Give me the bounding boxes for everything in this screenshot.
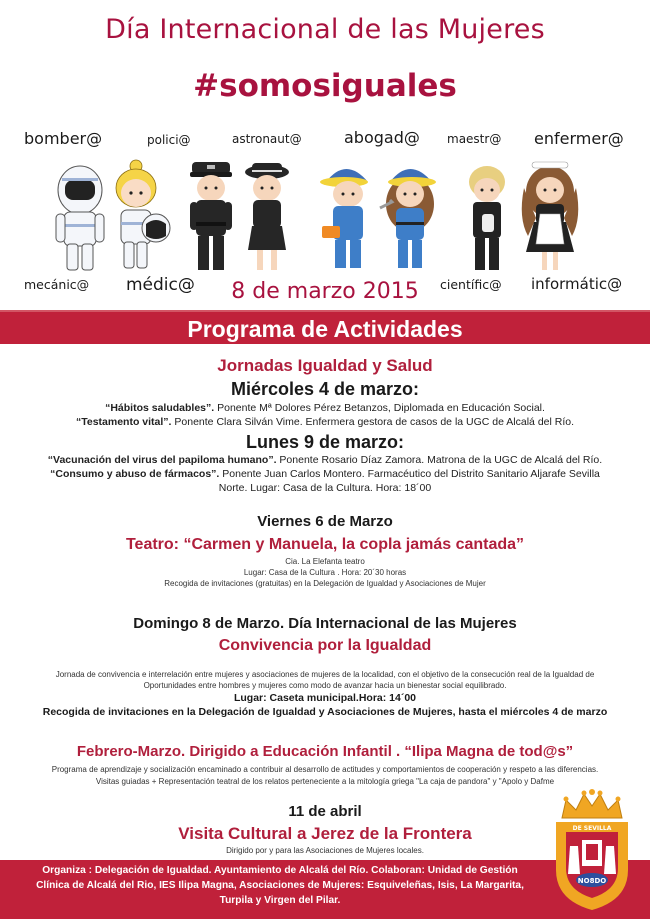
place-line: Lugar: Caseta municipal.Hora: 14´00 <box>233 692 417 704</box>
maid-figure-icon <box>518 158 582 272</box>
footer-credits <box>20 863 540 908</box>
detail-line: Jornada de convivencia e interrelación entre mujeres y asociaciones de mujeres de la localidad, con el objetivo de la consecución real de la Igualdad de <box>55 670 595 679</box>
section-title: Convivencia por la Igualdad <box>218 637 432 654</box>
section-day: Miércoles 4 de marzo: <box>230 379 420 399</box>
activity-item <box>0 453 650 467</box>
detail-line: Visitas guiadas + Representación teatral de los relatos perteneciente a la mitología griega "La caja de pandora" y "Apolo y Dafme <box>95 777 555 786</box>
section-title: Febrero-Marzo. Dirigido a Educación Infantil . “Ilipa Magna de tod@s” <box>76 743 574 760</box>
detail-line: Oportunidades entre hombres y mujeres como modo de avanzar hacia un bienestar social equilibrado. <box>143 681 507 690</box>
profession-label: enfermer@ <box>534 129 624 148</box>
detail-line: Lugar: Casa de la Cultura . Hora: 20´30 horas <box>243 568 407 577</box>
activity-detail: Ponente Juan Carlos Montero. Farmacéutico del Distrito Sanitario Aljarafe Sevilla <box>219 468 600 480</box>
detail-line: Dirigido por y para las Asociaciones de Mujeres locales. <box>226 846 424 855</box>
activity-detail: Ponente Clara Silván Vime. Enfermera gestora de casos de la UGC de Alcalá del Río. <box>171 416 575 428</box>
detail-line: Programa de aprendizaje y socialización encaminado a contribuir al desarrollo de actitudes y comportamientos de cooperación y respeto a las diferencias. <box>51 765 599 774</box>
activity-detail: Ponente Mª Dolores Pérez Betanzos, Diplomada en Educación Social. <box>214 402 545 414</box>
section-day: Domingo 8 de Marzo. Día Internacional de las Mujeres <box>133 615 517 632</box>
profession-label: mecánic@ <box>24 277 90 292</box>
profession-label: astronaut@ <box>232 132 302 146</box>
profession-label: bomber@ <box>24 129 103 148</box>
astronaut-figure-icon <box>52 160 108 272</box>
activity-item <box>0 401 650 415</box>
profession-label: científic@ <box>440 277 502 292</box>
event-date: 8 de marzo 2015 <box>231 279 419 304</box>
activity-title: “Testamento vital”. <box>75 416 172 428</box>
coat-of-arms-icon <box>552 788 632 913</box>
profession-label: maestr@ <box>447 132 502 146</box>
section-title: Visita Cultural a Jerez de la Frontera <box>178 824 472 843</box>
mechanic-girl-figure-icon <box>378 160 440 272</box>
activity-detail: Ponente Rosario Díaz Zamora. Matrona de la UGC de Alcalá del Río. <box>276 454 603 466</box>
program-banner: Programa de Actividades <box>0 310 650 344</box>
police-woman-figure-icon <box>242 160 292 272</box>
hashtag: #somosiguales <box>193 68 457 104</box>
profession-label: abogad@ <box>344 128 420 147</box>
activity-title: “Vacunación del virus del papiloma humano”. <box>47 454 277 466</box>
profession-label: polici@ <box>147 133 191 147</box>
svg-text:DE SEVILLA: DE SEVILLA <box>572 825 612 832</box>
police-man-figure-icon <box>186 160 236 272</box>
mechanic-boy-figure-icon <box>320 160 376 272</box>
footer-line: Organiza : Delegación de Igualdad. Ayuntamiento de Alcalá del Río. Colaboran: Unidad de Gestión <box>42 865 518 876</box>
detail-line: Cia. La Elefanta teatro <box>285 557 365 566</box>
section-title: Teatro: “Carmen y Manuela, la copla jamás cantada” <box>125 536 525 553</box>
poster-title: Día Internacional de las Mujeres <box>105 14 545 45</box>
activity-item <box>0 415 650 429</box>
svg-text:NO8DO: NO8DO <box>577 877 607 885</box>
footer-line: Clínica de Alcalá del Rio, IES Ilipa Magna, Asociaciones de Mujeres: Esquiveleñas, Isis, La Margarita, <box>36 880 524 891</box>
waiter-figure-icon <box>462 162 512 272</box>
activity-detail: Norte. Lugar: Casa de la Cultura. Hora: 18´00 <box>218 482 432 494</box>
section-title: Jornadas Igualdad y Salud <box>217 356 433 375</box>
footer-line: Turpila y Virgen del Pilar. <box>219 895 341 906</box>
profession-label: médic@ <box>126 275 195 295</box>
profession-label: informátic@ <box>531 275 623 293</box>
activity-title: “Consumo y abuso de fármacos”. <box>50 468 220 480</box>
detail-line: Recogida de invitaciones (gratuitas) en la Delegación de Igualdad y Asociaciones de Mujer <box>164 579 486 588</box>
section-day: 11 de abril <box>288 803 362 820</box>
section-day: Lunes 9 de marzo: <box>245 432 405 452</box>
activity-title: “Hábitos saludables”. <box>105 402 215 414</box>
invitation-line: Recogida de invitaciones en la Delegación de Igualdad y Asociaciones de Mujeres, hasta el miércoles 4 de marzo <box>42 706 608 718</box>
activity-item <box>0 467 650 481</box>
section-day: Viernes 6 de Marzo <box>257 513 393 530</box>
astronaut-girl-figure-icon <box>110 158 172 272</box>
